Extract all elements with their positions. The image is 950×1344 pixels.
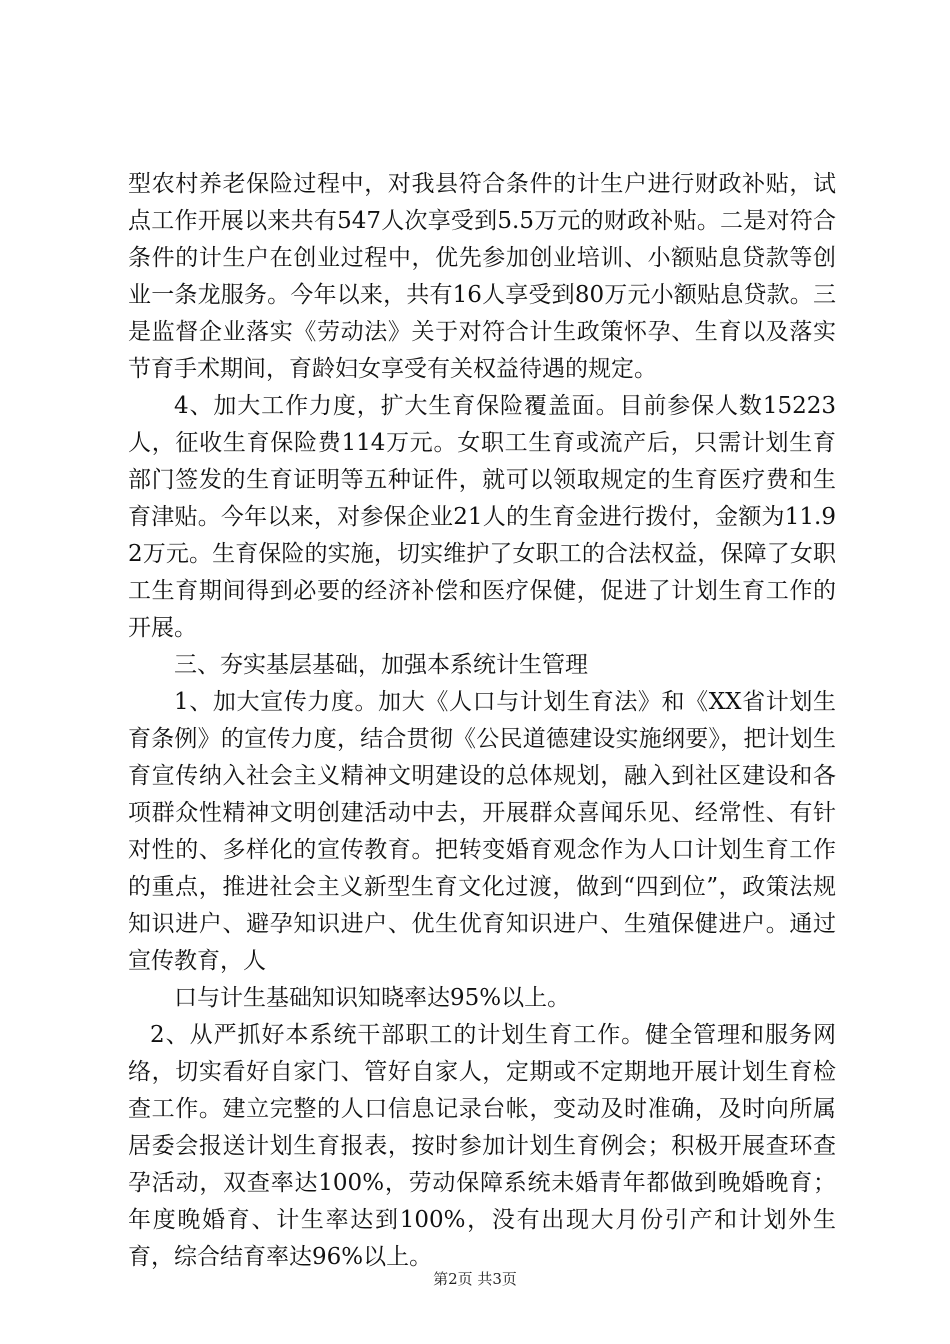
page-footer: 第2页 共3页: [433, 1270, 517, 1288]
paragraph-publicity: 1、加大宣传力度。加大《人口与计划生育法》和《XX省计划生育条例》的宣传力度，结合贯彻《公民道德建设实施纲要》，把计划生育宣传纳入社会主义精神文明建设的总体规划，融入到社区建设和各项群众性精神文明创建活动中去，开展群众喜闻乐见、经常性、有针对性的、多样化的宣传教育。把转变婚育观念作为人口计划生育工作的重点，推进社会主义新型生育文化过渡，做到“四到位”，政策法规知识进户、避孕知识进户、优生优育知识进户、生殖保健进户。通过宣传教育，人: [128, 689, 836, 974]
paragraph-awareness-rate: 口与计生基础知识知晓率达95%以上。: [174, 985, 571, 1011]
paragraph-staff-management: 2、从严抓好本系统干部职工的计划生育工作。健全管理和服务网络，切实看好自家门、管好自家人，定期或不定期地开展计划生育检查工作。建立完整的人口信息记录台帐，变动及时准确，及时向所属居委会报送计划生育报表，按时参加计划生育例会；积极开展查环查孕活动，双查率达100%，劳动保障系统未婚青年都做到晚婚晚育；年度晚婚育、计生率达到100%，没有出现大月份引产和计划外生育，综合结育率达96%以上。: [128, 1022, 836, 1270]
section-heading: 三、夯实基层基础，加强本系统计生管理: [174, 652, 588, 678]
paragraph-maternity-insurance: 4、加大工作力度，扩大生育保险覆盖面。目前参保人数15223人，征收生育保险费114万元。女职工生育或流产后，只需计划生育部门签发的生育证明等五种证件，就可以领取规定的生育医疗费和生育津贴。今年以来，对参保企业21人的生育金进行拨付，金额为11.92万元。生育保险的实施，切实维护了女职工的合法权益，保障了女职工生育期间得到必要的经济补偿和医疗保健，促进了计划生育工作的开展。: [128, 393, 836, 641]
paragraph-subsidy: 型农村养老保险过程中，对我县符合条件的计生户进行财政补贴，试点工作开展以来共有547人次享受到5.5万元的财政补贴。二是对符合条件的计生户在创业过程中，优先参加创业培训、小额贴息贷款等创业一条龙服务。今年以来，共有16人享受到80万元小额贴息贷款。三是监督企业落实《劳动法》关于对符合计生政策怀孕、生育以及落实节育手术期间，育龄妇女享受有关权益待遇的规定。: [128, 171, 836, 382]
document-body: [128, 166, 836, 1276]
